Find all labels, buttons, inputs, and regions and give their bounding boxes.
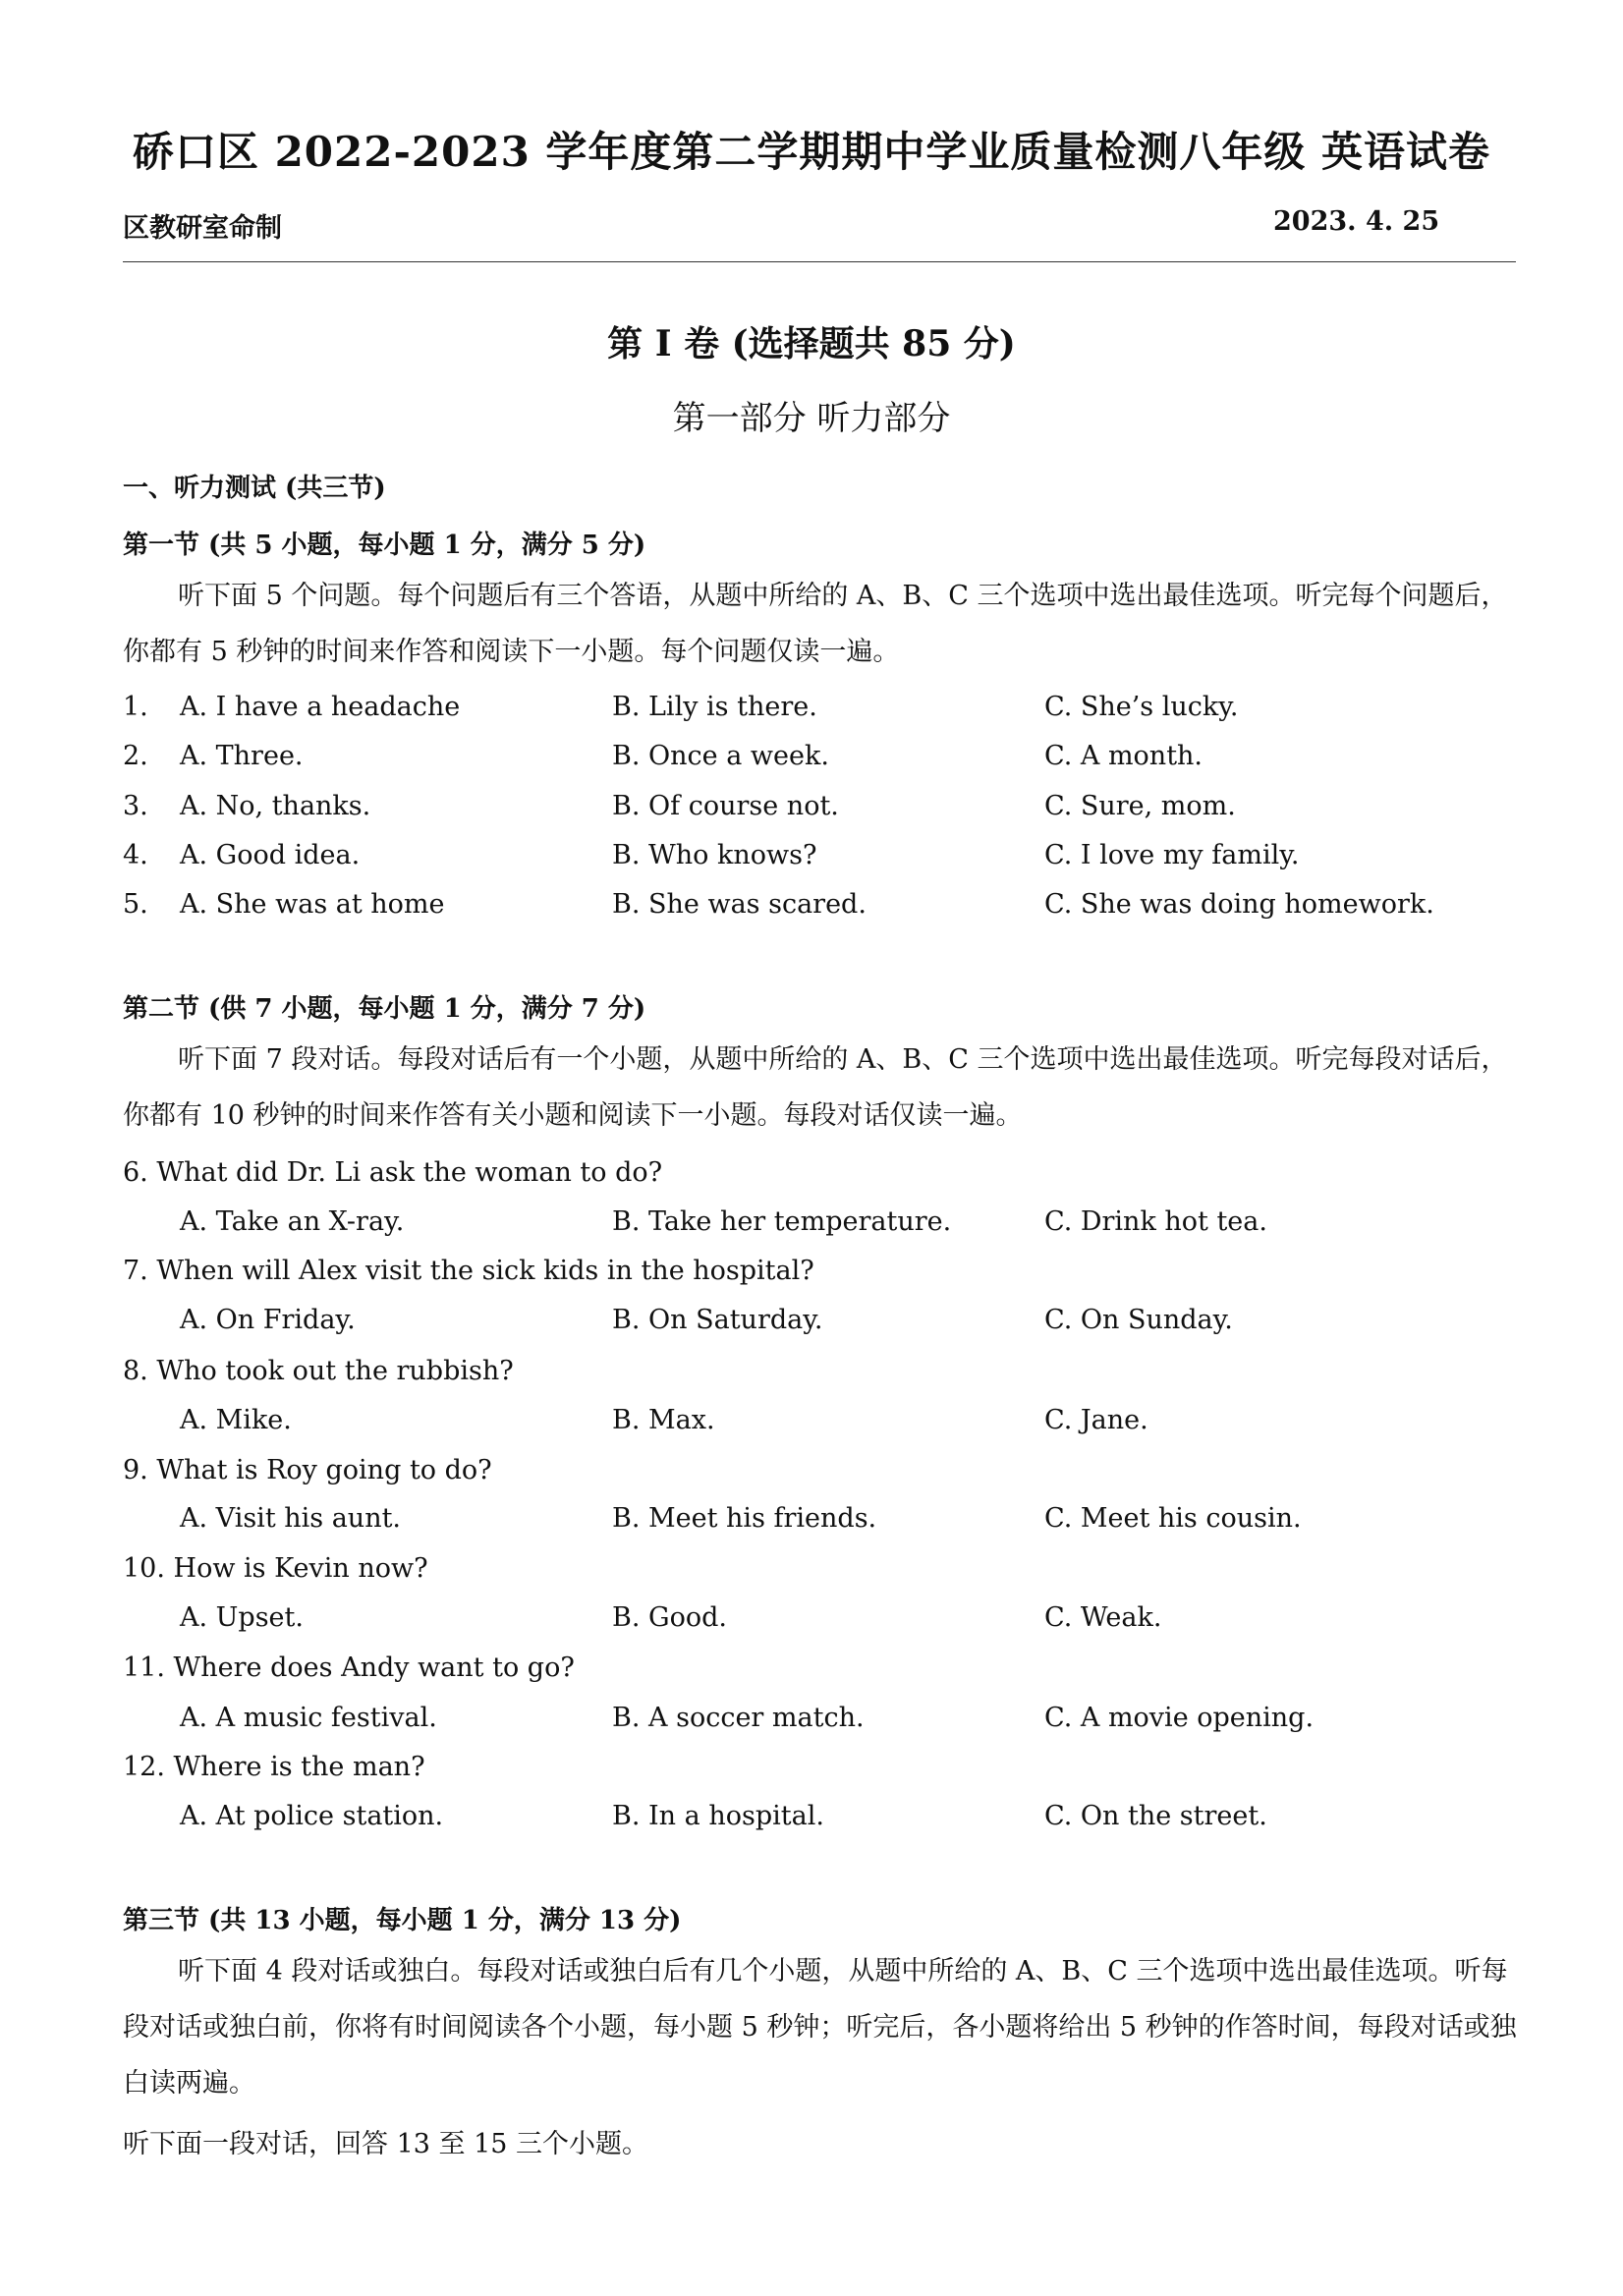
option-b: B. She was scared. (612, 889, 867, 920)
question-text: 7. When will Alex visit the sick kids in the hospital? (123, 1256, 814, 1286)
question-row (123, 1305, 1518, 1344)
section2-heading: 第二节 (供 7 小题，每小题 1 分，满分 7 分) (123, 994, 646, 1024)
option-a: A. At police station. (180, 1801, 444, 1831)
section1-heading: 第一节 (共 5 小题，每小题 1 分，满分 5 分) (123, 531, 646, 560)
option-c: C. She’s lucky. (1044, 692, 1239, 722)
question-row (123, 1206, 1518, 1246)
question-row (123, 1405, 1518, 1444)
option-a: A. Three. (180, 741, 304, 771)
option-a: A. She was at home (180, 889, 445, 920)
section3-note: 听下面一段对话，回答 13 至 15 三个小题。 (123, 2129, 649, 2159)
question-row (123, 1602, 1518, 1642)
question-text: 12. Where is the man? (123, 1752, 425, 1782)
option-c: C. Weak. (1044, 1602, 1162, 1633)
question-row (123, 889, 1518, 928)
issuer-label: 区教研室命制 (123, 213, 282, 244)
question-number: 3. (123, 791, 148, 821)
option-a: A. No, thanks. (180, 791, 371, 821)
question-row (123, 1503, 1518, 1542)
option-a: A. Visit his aunt. (180, 1503, 402, 1534)
question-text: 6. What did Dr. Li ask the woman to do? (123, 1157, 663, 1188)
option-a: A. Upset. (180, 1602, 304, 1633)
option-c: C. Meet his cousin. (1044, 1503, 1302, 1534)
option-c: C. Drink hot tea. (1044, 1206, 1267, 1237)
section2-instructions: 听下面 7 段对话。每段对话后有一个小题，从题中所给的 A、B、C 三个选项中选出最佳选项。听完每段对话后，你都有 10 秒钟的时间来作答有关小题和阅读下一小题。每段对话仅读一遍。 (123, 1044, 1508, 1131)
question-row (123, 741, 1518, 780)
question-row (123, 692, 1518, 731)
option-c: C. Sure, mom. (1044, 791, 1236, 821)
option-b: B. Lily is there. (612, 692, 817, 722)
section3-heading: 第三节 (共 13 小题，每小题 1 分，满分 13 分) (123, 1906, 682, 1935)
option-a: A. A music festival. (180, 1703, 437, 1733)
question-row (123, 1703, 1518, 1742)
question-text: 9. What is Roy going to do? (123, 1455, 492, 1485)
option-c: C. A movie opening. (1044, 1703, 1315, 1733)
question-row (123, 840, 1518, 879)
listening-title: 一、听力测试 (共三节) (123, 474, 386, 503)
option-b: B. Take her temperature. (612, 1206, 952, 1237)
volume-title: 第 I 卷 (选择题共 85 分) (607, 323, 1016, 364)
question-number: 4. (123, 840, 148, 870)
option-b: B. Good. (612, 1602, 727, 1633)
option-c: C. A month. (1044, 741, 1203, 771)
option-b: B. Of course not. (612, 791, 839, 821)
option-b: B. Who knows? (612, 840, 817, 870)
part-title: 第一部分 听力部分 (672, 399, 951, 438)
question-row (123, 791, 1518, 830)
question-row (123, 1801, 1518, 1840)
question-number: 5. (123, 889, 148, 920)
option-a: A. Mike. (180, 1405, 292, 1435)
question-text: 8. Who took out the rubbish? (123, 1356, 514, 1386)
option-c: C. I love my family. (1044, 840, 1300, 870)
header-divider (123, 261, 1516, 262)
option-a: A. Good idea. (180, 840, 361, 870)
option-c: C. She was doing homework. (1044, 889, 1434, 920)
option-c: C. Jane. (1044, 1405, 1148, 1435)
option-b: B. In a hospital. (612, 1801, 824, 1831)
exam-date: 2023. 4. 25 (1273, 206, 1440, 237)
option-a: A. Take an X-ray. (180, 1206, 405, 1237)
option-b: B. A soccer match. (612, 1703, 865, 1733)
option-c: C. On Sunday. (1044, 1305, 1233, 1335)
question-number: 2. (123, 741, 148, 771)
option-c: C. On the street. (1044, 1801, 1267, 1831)
question-text: 10. How is Kevin now? (123, 1553, 428, 1584)
option-a: A. On Friday. (180, 1305, 356, 1335)
option-b: B. Meet his friends. (612, 1503, 877, 1534)
section3-instructions: 听下面 4 段对话或独白。每段对话或独白后有几个小题，从题中所给的 A、B、C 三个选项中选出最佳选项。听每段对话或独白前，你将有时间阅读各个小题，每小题 5 秒钟；听完后，各小题将给出 5 秒钟的作答时间，每段对话或独白读两遍。 (123, 1956, 1517, 2099)
option-b: B. Once a week. (612, 741, 829, 771)
option-b: B. On Saturday. (612, 1305, 823, 1335)
section1-instructions: 听下面 5 个问题。每个问题后有三个答语，从题中所给的 A、B、C 三个选项中选出最佳选项。听完每个问题后，你都有 5 秒钟的时间来作答和阅读下一小题。每个问题仅读一遍。 (123, 581, 1508, 667)
question-number: 1. (123, 692, 148, 722)
question-text: 11. Where does Andy want to go? (123, 1652, 575, 1683)
option-a: A. I have a headache (180, 692, 461, 722)
option-b: B. Max. (612, 1405, 715, 1435)
exam-title: 硚口区 2022-2023 学年度第二学期期中学业质量检测八年级 英语试卷 (132, 128, 1491, 176)
